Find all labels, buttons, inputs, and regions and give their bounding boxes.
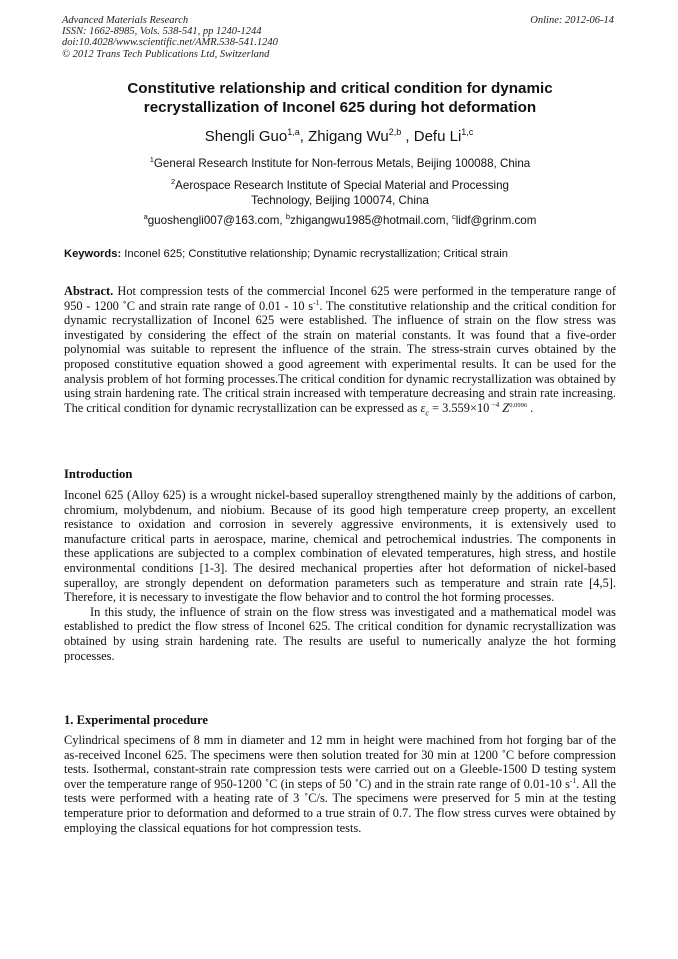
issn-line: ISSN: 1662-8985, Vols. 538-541, pp 1240-1244 [62,26,262,38]
experimental-paragraph [64,733,616,835]
introduction-paragraph-2: In this study, the influence of strain on the flow stress was investigated and a mathematical model was established to predict the flow stress of Inconel 625. The critical condition for dynamic recrystallization was obtained by using strain hardening rate. The results are useful to numerically analyze the hot forming processes. [64,604,616,663]
author-separator: , [401,128,414,145]
author-name: Defu Li [413,128,462,145]
equation-exponent: −4 [489,399,500,409]
keywords-line [64,248,616,260]
online-date: Online: 2012-06-14 [530,15,614,26]
copyright-line: © 2012 Trans Tech Publications Ltd, Switzerland [62,48,270,60]
experimental-text: Cylindrical specimens of 8 mm in diameter and 12 mm in height were machined from hot forging bar of the as-received Inconel 625. The specimens were then solution treated for 30 min at 1200 ˚C before compression tests. Isothermal, constant-strain rate compression tests were carried out on a Gleeble-1500 D testing system over the temperature range of 950-1200 ˚C (in steps of 50 ˚C) and in the strain rate range of 0.01-10 s [64,733,616,791]
author-sup: 1,c [461,127,474,137]
abstract-text: . The constitutive relationship and the critical condition for dynamic recrystallization of Inconel 625 were established. The influence of strain on the flow stress was investigated by considering the effect of the strain on material constants. It was found that a five-order polynomial was suitable to represent the influence of the strain. The stress-strain curves obtained by the proposed constitutive equation showed a good agreement with experimental results. It can be used for the analysis problem of hot forming processes.The critical condition for dynamic recrystallization was obtained by using strain hardening rate. The critical strain increased with temperature decreasing and strain rate increasing. The critical condition for dynamic recrystallization can be expressed as [64,298,617,415]
affiliation-1 [90,156,590,171]
paper-title: Constitutive relationship and critical condition for dynamic recrystallization of Inconel 625 during hot deformation [127,80,553,116]
experimental-sup: -1 [569,775,577,785]
email-sup: b [285,212,291,222]
abstract-end: . [527,400,534,415]
introduction-paragraph-1: Inconel 625 (Alloy 625) is a wrought nickel-based superalloy strengthened mainly by the additions of carbon, chromium, molybdenum, and niobium. Because of its good high temperature creep property, an excellent resistance to oxidation and corrosion in severely aggressive environments, it is extensively used to manufacture critical parts in aerospace, marine, chemical and petrochemical industries. The components in these applications are subjected to a complex combination of elevated temperatures, high stress, and hostile environmental conditions [1-3]. The desired mechanical properties after hot deformation of nickel-based superalloy, are strongly dependent on deformation parameters such as temperature and strain rate [4,5]. Therefore, it is necessary to investigate the flow behavior and to control the hot forming processes. [64,488,616,605]
affiliation-sup: 2 [171,177,176,187]
affiliation-2 [140,178,540,208]
experimental-heading: 1. Experimental procedure [64,713,208,727]
affiliation-text: Aerospace Research Institute of Special Material and Processing Technology, Beijing 100074, China [175,179,509,207]
equation-subscript: c [425,408,429,418]
abstract-paragraph [64,284,616,421]
equation-middle: = 3.559×10 [428,400,490,415]
affiliation-sup: 1 [149,155,154,165]
keywords-label: Keywords: [64,248,122,260]
equation-z-exponent: 0.0996 [509,401,528,409]
author-list [0,128,678,145]
email-list [90,213,590,228]
author-separator: , [299,128,309,145]
author-sup: 2,b [388,127,402,137]
experimental-text: . All the tests were performed with a heating rate of 3 ˚C/s. The specimens were preserved for 5 min at the testing temperature prior to deformation and deformed to a true strain of 0.7. The flow stress curves were obtained by employing the classical equations for hot compression tests. [64,776,616,835]
author-sup: 1,a [287,127,300,137]
abstract-label: Abstract. [64,284,114,298]
experimental-section [64,733,616,835]
author-name: Zhigang Wu [308,128,389,145]
doi-line[interactable]: doi:10.4028/www.scientific.net/AMR.538-541.1240 [62,37,278,49]
equation-z: Z [499,400,510,415]
introduction-section [64,488,616,663]
abstract-text: Hot compression tests of the commercial Inconel 625 were performed in the temperature range of 950 - 1200 ˚C and strain rate range of 0.01 - 10 s [64,284,616,313]
abstract-section [64,284,616,421]
affiliation-text: General Research Institute for Non-ferrous Metals, Beijing 100088, China [153,157,531,170]
email-text[interactable]: zhigangwu1985@hotmail.com, [290,214,452,227]
journal-name: Advanced Materials Research [62,15,189,26]
email-sup: c [451,212,456,222]
email-text[interactable]: lidf@grinm.com [455,214,537,227]
equation-lhs: ε [420,400,426,415]
email-sup: a [143,212,148,222]
introduction-heading: Introduction [64,467,133,481]
author-name: Shengli Guo [204,128,288,145]
critical-strain-equation [420,399,528,418]
email-text[interactable]: guoshengli007@163.com, [147,214,286,227]
abstract-sup: -1 [313,297,320,307]
keywords-text: Inconel 625; Constitutive relationship; Dynamic recrystallization; Critical strain [121,248,508,260]
journal-header [62,15,278,60]
